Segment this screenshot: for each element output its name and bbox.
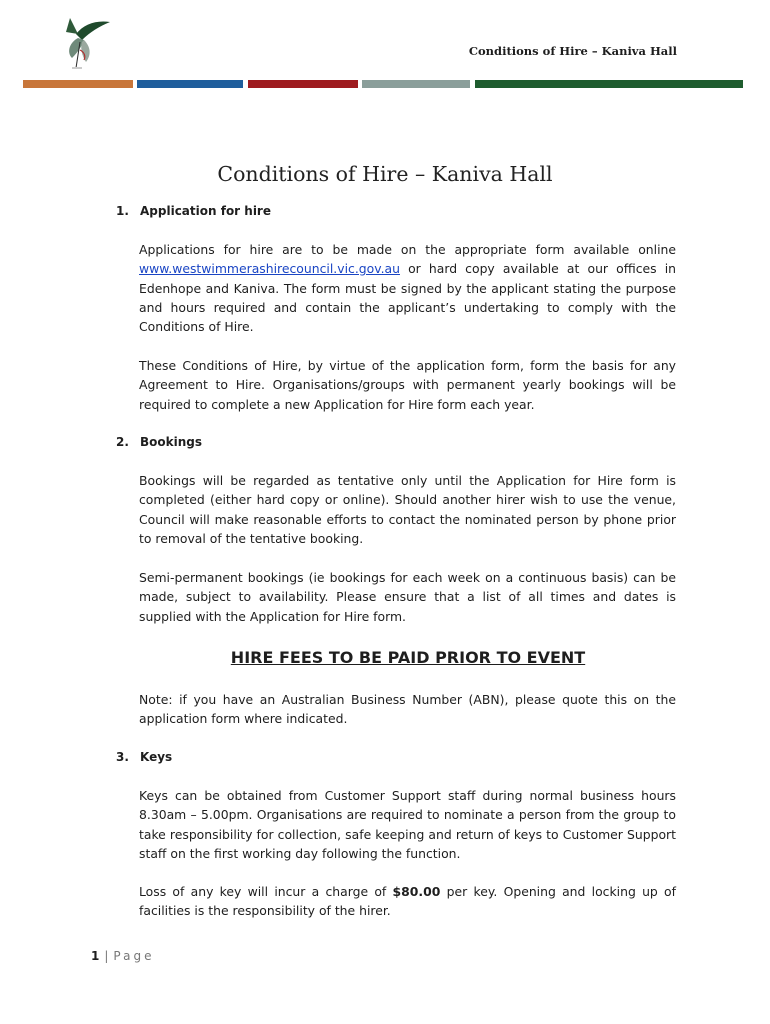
section-title: Keys — [140, 750, 173, 764]
paragraph-text: Applications for hire are to be made on the appropriate form available online — [139, 242, 676, 257]
hire-fees-banner: HIRE FEES TO BE PAID PRIOR TO EVENT — [230, 648, 586, 667]
section-title: Application for hire — [140, 204, 271, 218]
paragraph-text: or hard copy available at our offices in Edenhope and Kaniva. The form must be signed by the applicant stating the purpose and hours required and contain the applicant’s undertaking to comply with the Conditions of Hire. — [139, 261, 676, 335]
section-heading-application — [116, 204, 271, 218]
section-heading-bookings — [116, 435, 202, 449]
paragraph-bookings-1: Bookings will be regarded as tentative only until the Application for Hire form is completed (either hard copy or online). Should another hirer wish to use the venue, Council will make reasonable efforts to contact the nominated person by phone prior to removal of the tentative booking. — [139, 473, 676, 546]
page-label: Page — [113, 949, 155, 963]
header-bar-blue — [137, 80, 243, 88]
running-header: Conditions of Hire – Kaniva Hall — [468, 44, 677, 58]
council-logo — [56, 12, 118, 74]
paragraph-keys-2 — [139, 882, 676, 921]
document-title: Conditions of Hire – Kaniva Hall — [217, 162, 553, 186]
page-footer — [91, 949, 154, 963]
council-website-link[interactable]: www.westwimmerashirecouncil.vic.gov.au — [139, 261, 400, 277]
paragraph-text: per key. Opening and locking up of facilities is the responsibility of the hirer. — [139, 884, 676, 919]
page-number: 1 — [91, 949, 100, 963]
section-heading-keys — [116, 750, 172, 764]
paragraph-text: Loss of any key will incur a charge of — [139, 884, 393, 899]
section-number: 2. — [116, 435, 129, 449]
paragraph-application-1 — [139, 240, 676, 336]
footer-separator: | — [104, 949, 109, 963]
abn-note: Note: if you have an Australian Business Number (ABN), please quote this on the application form where indicated. — [139, 692, 676, 727]
section-number: 3. — [116, 750, 129, 764]
paragraph-application-2: These Conditions of Hire, by virtue of the application form, form the basis for any Agreement to Hire. Organisations/groups with permanent yearly bookings will be required to complete a new Application for Hire form each year. — [139, 358, 676, 412]
header-bar-red — [248, 80, 358, 88]
section-title: Bookings — [140, 435, 203, 449]
header-bar-grey — [362, 80, 470, 88]
paragraph-keys-1: Keys can be obtained from Customer Support staff during normal business hours 8.30am – 5.00pm. Organisations are required to nominate a person from the group to take responsibility for collection, safe keeping and return of keys to Customer Support staff on the first working day following the function. — [139, 788, 676, 861]
header-bar-green — [475, 80, 743, 88]
key-charge-amount: $80.00 — [392, 884, 441, 899]
paragraph-bookings-2: Semi-permanent bookings (ie bookings for each week on a continuous basis) can be made, subject to availability. Please ensure that a list of all times and dates is supplied with the Application for Hire form. — [139, 570, 676, 624]
section-number: 1. — [116, 204, 129, 218]
header-bar-orange — [23, 80, 133, 88]
